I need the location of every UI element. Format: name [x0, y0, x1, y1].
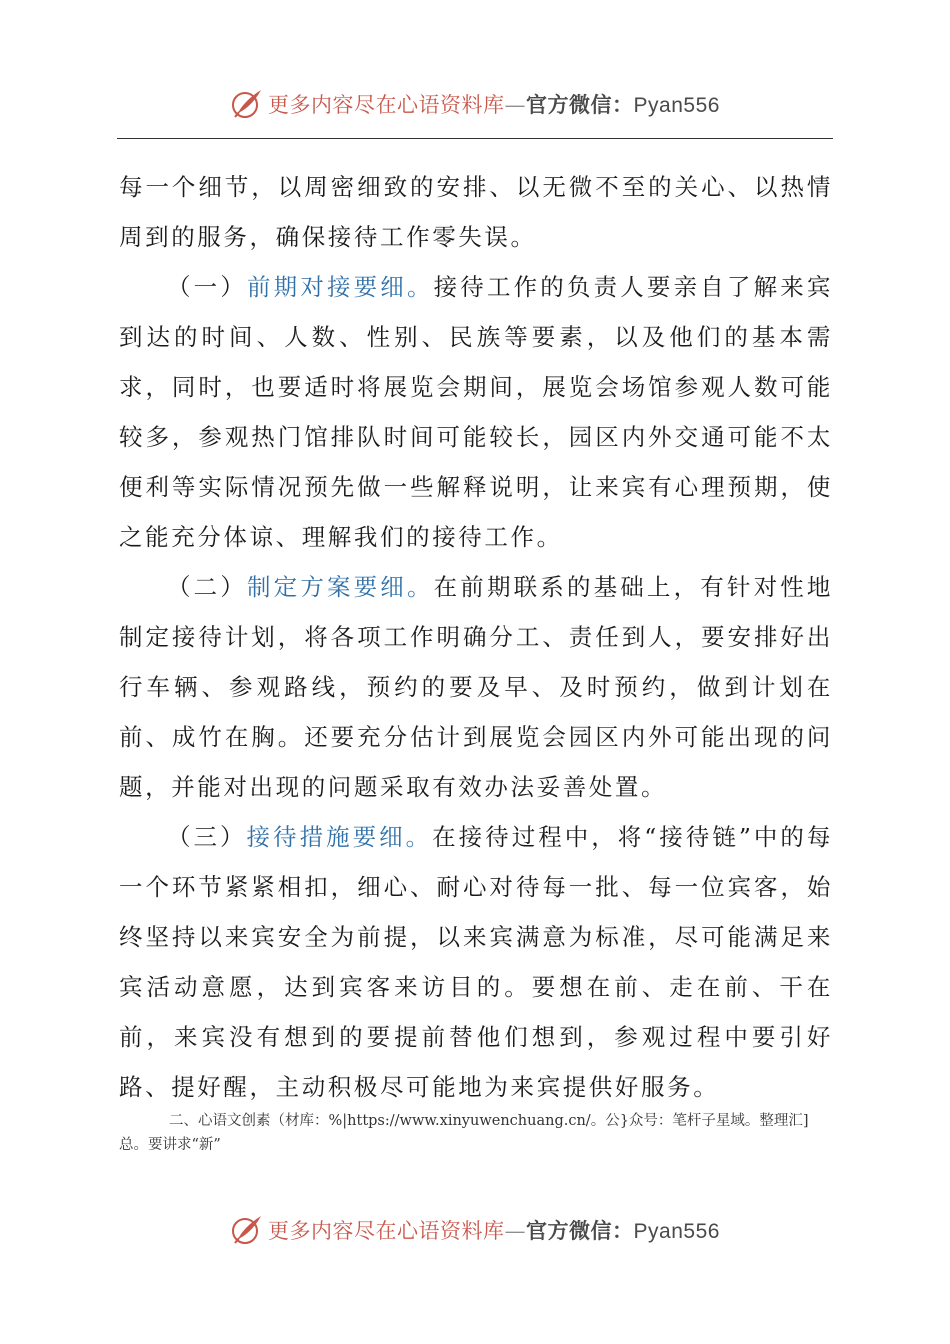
- header-banner: [0, 84, 950, 124]
- header-banner-text: [268, 89, 720, 119]
- section-heading: 接待措施要细。: [246, 823, 433, 851]
- banner-separator: —: [504, 1219, 527, 1243]
- quill-logo-icon: [230, 1213, 264, 1247]
- section-number: （二）: [167, 573, 247, 601]
- paragraph-text: 接待工作的负责人要亲自了解来宾到达的时间、人数、性别、民族等要素，以及他们的基本需求，同时，也要适时将展览会期间，展览会场馆参观人数可能较多，参观热门馆排队时间可能较长，园区内外交通可能不太便利等实际情况预先做一些解释说明，让来宾有心理预期，使之能充分体谅、理解我们的接待工作。: [119, 273, 834, 551]
- header-divider: [117, 138, 833, 139]
- banner-separator: —: [504, 93, 527, 117]
- banner-main-text: 更多内容尽在心语资料库: [268, 93, 505, 117]
- quill-logo-icon: [230, 87, 264, 121]
- paragraph-section-1: [119, 262, 833, 562]
- document-body: [119, 162, 833, 1112]
- footnote: 二、心语文创素（材库：%|https://www.xinyuwenchuang.cn/。公}众号：笔杆子星域。整理汇]总。要讲求“新”: [119, 1113, 809, 1153]
- banner-wechat-id: Pyan556: [633, 94, 720, 117]
- section-heading: 前期对接要细。: [247, 273, 434, 301]
- footer-banner-text: [268, 1215, 720, 1245]
- section-heading: 制定方案要细。: [247, 573, 434, 601]
- paragraph-section-2: [119, 562, 833, 812]
- paragraph-text: 在前期联系的基础上，有针对性地制定接待计划，将各项工作明确分工、责任到人，要安排好出行车辆、参观路线，预约的要及早、及时预约，做到计划在前、成竹在胸。还要充分估计到展览会园区内外可能出现的问题，并能对出现的问题采取有效办法妥善处置。: [119, 573, 834, 801]
- section-number: （三）: [167, 823, 247, 851]
- section-number: （一）: [167, 273, 247, 301]
- banner-main-text: 更多内容尽在心语资料库: [268, 1219, 505, 1243]
- banner-wechat-label: 官方微信：: [526, 93, 634, 117]
- paragraph-text: 在接待过程中，将“接待链”中的每一个环节紧紧相扣，细心、耐心对待每一批、每一位宾客，始终坚持以来宾安全为前提，以来宾满意为标准，尽可能满足来宾活动意愿，达到宾客来访目的。要想在前、走在前、干在前，来宾没有想到的要提前替他们想到，参观过程中要引好路、提好醒，主动积极尽可能地为来宾提供好服务。: [119, 823, 833, 1101]
- paragraph-continuation: [119, 162, 833, 262]
- paragraph-text: 每一个细节，以周密细致的安排、以无微不至的关心、以热情周到的服务，确保接待工作零失误。: [119, 173, 833, 251]
- paragraph-section-3: [119, 812, 833, 1112]
- banner-wechat-label: 官方微信：: [526, 1219, 634, 1243]
- banner-wechat-id: Pyan556: [633, 1220, 720, 1243]
- footer-banner: [0, 1210, 950, 1250]
